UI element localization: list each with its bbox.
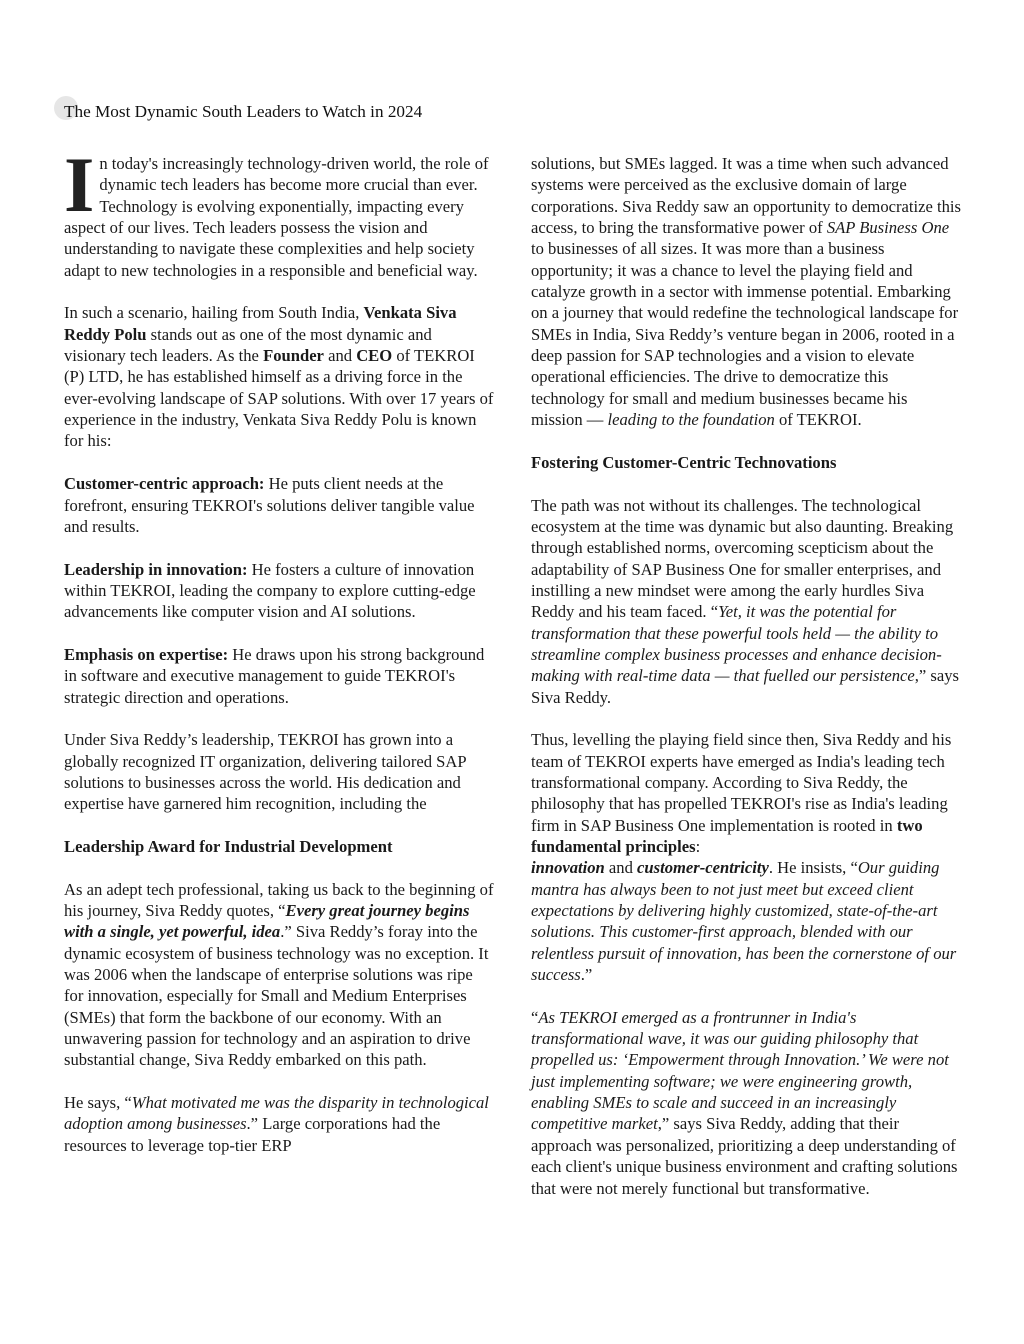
trait-expertise: Emphasis on expertise: He draws upon his strong background in software and executive management to guide TEKROI's strategic direction and operations. [64, 644, 485, 707]
award-heading: Leadership Award for Industrial Development [64, 837, 393, 856]
founder-paragraph: In such a scenario, hailing from South India, Venkata Siva Reddy Polu stands out as one of the most dynamic and visionary tech leaders. As the Founder and CEO of TEKROI (P) LTD, he has established himself as a driving force in the ever-evolving landscape of SAP solutions. With over 17 years of experience in the industry, Venkata Siva Reddy Polu is known for his: [64, 303, 494, 451]
trait-customer-centric: Customer-centric approach: He puts client needs at the forefront, ensuring TEKROI's solutions deliver tangible value and results. [64, 474, 475, 536]
leadership-paragraph: Under Siva Reddy’s leadership, TEKROI has grown into a globally recognized IT organization, delivering tailored SAP solutions to businesses across the world. His dedication and expertise have garnered him recognition, including the [64, 730, 466, 814]
section-heading: Fostering Customer-Centric Technovations [531, 452, 837, 472]
right-column [531, 153, 961, 1220]
democratize-paragraph: solutions, but SMEs lagged. It was a time when such advanced systems were perceived as the exclusive domain of large corporations. Siva Reddy saw an opportunity to democratize this access, to bring the transformative power of SAP Business One to businesses of all sizes. It was more than a business opportunity; it was a chance to level the playing field and catalyze growth in a sector with immense potential. Embarking on a journey that would redefine the technological landscape for SMEs in India, Siva Reddy’s venture began in 2006, rooted in a deep passion for SAP technologies and a vision to elevate operational efficiencies. The drive to democratize this technology for small and medium businesses became his mission — leading to the foundation of TEKROI. [531, 154, 961, 430]
journey-paragraph: As an adept tech professional, taking us back to the beginning of his journey, Siva Reddy quotes, “Every great journey begins with a single, yet powerful, idea.” Siva Reddy’s foray into the dynamic ecosystem of business technology was no exception. It was 2006 when the landscape of enterprise solutions was ripe for innovation, especially for Small and Medium Enterprises (SMEs) that form the backbone of our economy. With an unwavering passion for technology and an aspiration to drive substantial change, Siva Reddy embarked on this path. [64, 879, 494, 1070]
challenges-paragraph: The path was not without its challenges. The technological ecosystem at the time was dynamic but also daunting. Breaking through established norms, overcoming scepticism about the adaptability of SAP Business One for smaller enterprises, and instilling a new mindset were among the early hurdles Siva Reddy and his team faced. “Yet, it was the potential for transformation that these powerful tools held — the ability to streamline complex business processes and enhance decision-making with real-time data — that fuelled our persistence,” says Siva Reddy. [531, 495, 960, 707]
intro-paragraph: In today's increasingly technology-driven world, the role of dynamic tech leaders has become more crucial than ever. Technology is evolving exponentially, impacting every aspect of our lives. Tech leaders possess the vision and understanding to navigate these complexities and help society adapt to new technologies in a responsible and beneficial way. [64, 141, 489, 280]
page-header-title: The Most Dynamic South Leaders to Watch in 2024 [64, 102, 423, 121]
drop-cap: I [64, 141, 95, 228]
principles-paragraph: Thus, levelling the playing field since then, Siva Reddy and his team of TEKROI experts have emerged as India's leading tech transformational company. According to Siva Reddy, the philosophy that has propelled TEKROI's rise as India's leading firm in SAP Business One implementation is rooted in two fundamental principles: innovation and customer-centricity. He insists, “Our guiding mantra has always been to not just meet but exceed client expectations by delivering highly customized, state-of-the-art solutions. This customer-first approach, blended with our relentless pursuit of innovation, has been the cornerstone of our success.” [531, 730, 957, 985]
motivation-paragraph: He says, “What motivated me was the disparity in technological adoption among businesses.” Large corporations had the resources to leverage top-tier ERP [64, 1093, 489, 1155]
empowerment-paragraph: “As TEKROI emerged as a frontrunner in India's transformational wave, it was our guiding philosophy that propelled us: ‘Empowerment through Innovation.’ We were not just implementing software; we were engineering growth, enabling SMEs to scale and succeed in an increasingly competitive market,” says Siva Reddy, adding that their approach was personalized, prioritizing a deep understanding of each client's unique business environment and crafting solutions that were not merely functional but transformative. [531, 1007, 958, 1198]
left-column [64, 141, 494, 1178]
trait-leadership-innovation: Leadership in innovation: He fosters a culture of innovation within TEKROI, leading the company to explore cutting-edge advancements like computer vision and AI solutions. [64, 559, 476, 622]
